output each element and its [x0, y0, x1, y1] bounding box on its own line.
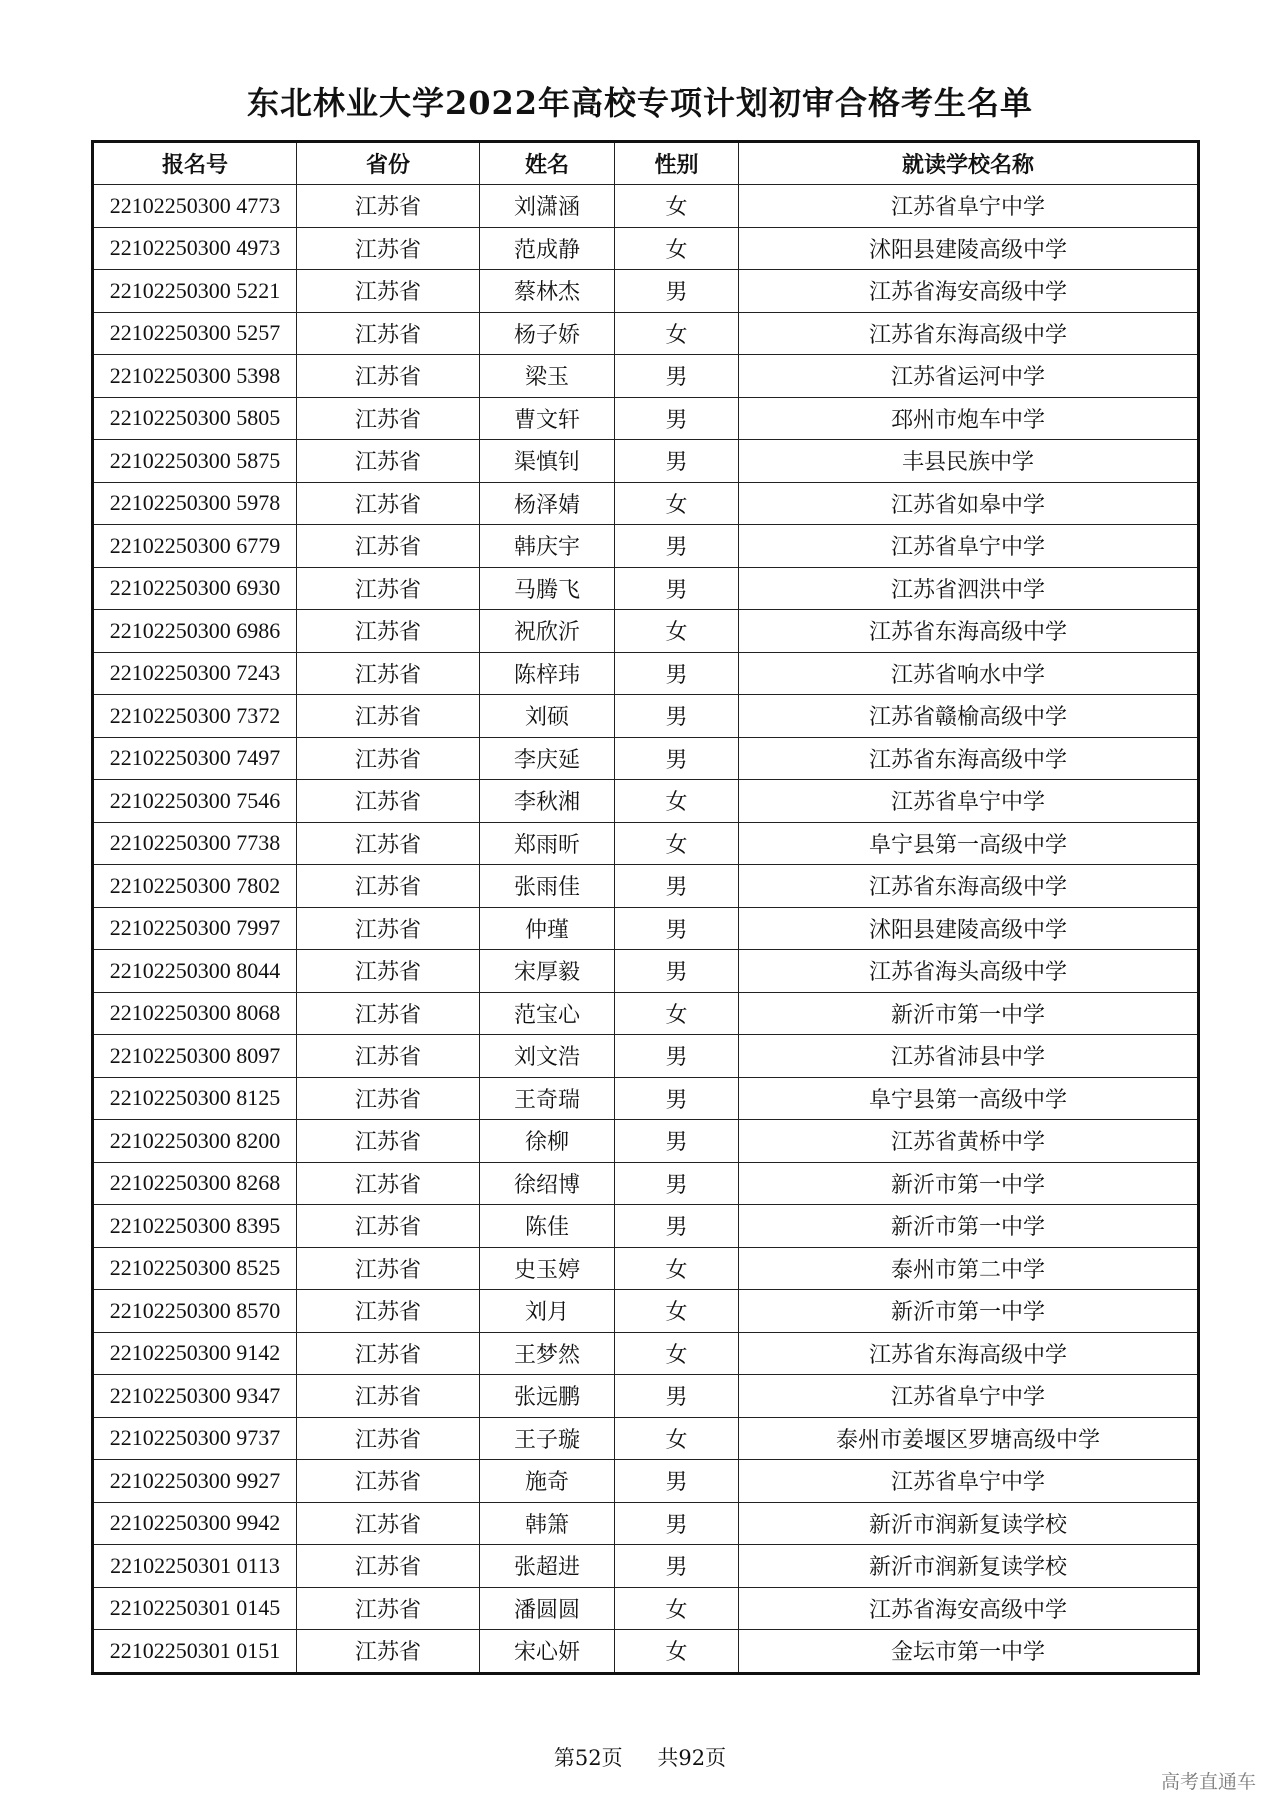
cell-student-name: 张超进 — [480, 1545, 615, 1588]
cell-gender: 男 — [615, 1545, 739, 1588]
cell-registration-number: 22102250300 7802 — [93, 865, 297, 908]
cell-student-name: 潘圆圆 — [480, 1587, 615, 1630]
cell-province: 江苏省 — [297, 1035, 480, 1078]
cell-gender: 女 — [615, 185, 739, 228]
table-row — [93, 185, 1199, 228]
cell-registration-number: 22102250300 5805 — [93, 397, 297, 440]
cell-registration-number: 22102250300 6986 — [93, 610, 297, 653]
table-row — [93, 1375, 1199, 1418]
cell-province: 江苏省 — [297, 1120, 480, 1163]
cell-school-name: 江苏省沛县中学 — [739, 1035, 1199, 1078]
cell-gender: 女 — [615, 1630, 739, 1674]
cell-school-name: 江苏省东海高级中学 — [739, 610, 1199, 653]
cell-school-name: 金坛市第一中学 — [739, 1630, 1199, 1674]
cell-registration-number: 22102250300 7997 — [93, 907, 297, 950]
cell-gender: 女 — [615, 822, 739, 865]
cell-school-name: 新沂市润新复读学校 — [739, 1545, 1199, 1588]
cell-province: 江苏省 — [297, 1460, 480, 1503]
table-row — [93, 822, 1199, 865]
cell-school-name: 阜宁县第一高级中学 — [739, 822, 1199, 865]
cell-registration-number: 22102250301 0113 — [93, 1545, 297, 1588]
cell-registration-number: 22102250300 4773 — [93, 185, 297, 228]
cell-student-name: 张远鹏 — [480, 1375, 615, 1418]
cell-gender: 女 — [615, 1417, 739, 1460]
cell-gender: 男 — [615, 652, 739, 695]
cell-school-name: 江苏省黄桥中学 — [739, 1120, 1199, 1163]
cell-gender: 女 — [615, 1587, 739, 1630]
cell-province: 江苏省 — [297, 312, 480, 355]
cell-registration-number: 22102250300 5978 — [93, 482, 297, 525]
cell-school-name: 江苏省运河中学 — [739, 355, 1199, 398]
cell-province: 江苏省 — [297, 1205, 480, 1248]
cell-registration-number: 22102250300 8044 — [93, 950, 297, 993]
cell-registration-number: 22102250300 5875 — [93, 440, 297, 483]
table-row — [93, 1332, 1199, 1375]
cell-gender: 女 — [615, 482, 739, 525]
table-row — [93, 355, 1199, 398]
cell-school-name: 泰州市第二中学 — [739, 1247, 1199, 1290]
cell-province: 江苏省 — [297, 1290, 480, 1333]
cell-registration-number: 22102250300 4973 — [93, 227, 297, 270]
cell-school-name: 江苏省赣榆高级中学 — [739, 695, 1199, 738]
cell-school-name: 江苏省海安高级中学 — [739, 1587, 1199, 1630]
cell-registration-number: 22102250300 7497 — [93, 737, 297, 780]
cell-gender: 男 — [615, 1460, 739, 1503]
cell-registration-number: 22102250300 7372 — [93, 695, 297, 738]
table-row — [93, 1460, 1199, 1503]
cell-registration-number: 22102250300 8125 — [93, 1077, 297, 1120]
cell-student-name: 刘潇涵 — [480, 185, 615, 228]
table-row — [93, 1545, 1199, 1588]
cell-student-name: 韩庆宇 — [480, 525, 615, 568]
cell-student-name: 郑雨昕 — [480, 822, 615, 865]
table-row — [93, 312, 1199, 355]
cell-school-name: 江苏省海头高级中学 — [739, 950, 1199, 993]
cell-school-name: 丰县民族中学 — [739, 440, 1199, 483]
table-body — [93, 185, 1199, 1674]
cell-gender: 男 — [615, 1205, 739, 1248]
cell-gender: 男 — [615, 525, 739, 568]
cell-gender: 男 — [615, 270, 739, 313]
table-row — [93, 1120, 1199, 1163]
cell-gender: 女 — [615, 1290, 739, 1333]
cell-student-name: 杨子娇 — [480, 312, 615, 355]
cell-province: 江苏省 — [297, 1587, 480, 1630]
cell-registration-number: 22102250301 0145 — [93, 1587, 297, 1630]
cell-registration-number: 22102250300 8525 — [93, 1247, 297, 1290]
cell-school-name: 江苏省东海高级中学 — [739, 1332, 1199, 1375]
cell-gender: 男 — [615, 1077, 739, 1120]
table-row — [93, 1417, 1199, 1460]
table-row — [93, 1502, 1199, 1545]
cell-school-name: 江苏省阜宁中学 — [739, 1375, 1199, 1418]
cell-province: 江苏省 — [297, 355, 480, 398]
table-row — [93, 525, 1199, 568]
cell-gender: 男 — [615, 907, 739, 950]
table-row — [93, 1587, 1199, 1630]
cell-province: 江苏省 — [297, 992, 480, 1035]
cell-student-name: 祝欣沂 — [480, 610, 615, 653]
table-row — [93, 907, 1199, 950]
cell-registration-number: 22102250300 5398 — [93, 355, 297, 398]
cell-province: 江苏省 — [297, 567, 480, 610]
cell-registration-number: 22102250300 6930 — [93, 567, 297, 610]
cell-province: 江苏省 — [297, 525, 480, 568]
cell-province: 江苏省 — [297, 695, 480, 738]
table-row — [93, 1035, 1199, 1078]
cell-gender: 男 — [615, 1035, 739, 1078]
cell-student-name: 仲瑾 — [480, 907, 615, 950]
table-row — [93, 567, 1199, 610]
cell-registration-number: 22102250300 9142 — [93, 1332, 297, 1375]
cell-gender: 女 — [615, 992, 739, 1035]
table-row — [93, 440, 1199, 483]
document-title: 东北林业大学2022年高校专项计划初审合格考生名单 — [246, 84, 1034, 122]
cell-registration-number: 22102250300 8068 — [93, 992, 297, 1035]
cell-school-name: 新沂市第一中学 — [739, 1290, 1199, 1333]
cell-student-name: 范成静 — [480, 227, 615, 270]
cell-province: 江苏省 — [297, 610, 480, 653]
cell-gender: 女 — [615, 1332, 739, 1375]
cell-registration-number: 22102250300 8268 — [93, 1162, 297, 1205]
table-row — [93, 397, 1199, 440]
table-row — [93, 227, 1199, 270]
cell-registration-number: 22102250300 8200 — [93, 1120, 297, 1163]
cell-school-name: 新沂市第一中学 — [739, 1205, 1199, 1248]
header-registration-number: 报名号 — [93, 142, 297, 185]
cell-registration-number: 22102250300 8570 — [93, 1290, 297, 1333]
cell-gender: 男 — [615, 695, 739, 738]
table-row — [93, 737, 1199, 780]
table-row — [93, 992, 1199, 1035]
cell-school-name: 江苏省响水中学 — [739, 652, 1199, 695]
cell-school-name: 江苏省海安高级中学 — [739, 270, 1199, 313]
table-row — [93, 780, 1199, 823]
cell-student-name: 李庆延 — [480, 737, 615, 780]
cell-registration-number: 22102250300 6779 — [93, 525, 297, 568]
cell-gender: 男 — [615, 1375, 739, 1418]
cell-gender: 男 — [615, 1502, 739, 1545]
cell-student-name: 蔡林杰 — [480, 270, 615, 313]
cell-province: 江苏省 — [297, 865, 480, 908]
cell-school-name: 江苏省如皋中学 — [739, 482, 1199, 525]
table-row — [93, 610, 1199, 653]
cell-gender: 男 — [615, 397, 739, 440]
cell-registration-number: 22102250300 9347 — [93, 1375, 297, 1418]
cell-gender: 女 — [615, 610, 739, 653]
cell-student-name: 宋厚毅 — [480, 950, 615, 993]
cell-province: 江苏省 — [297, 1545, 480, 1588]
cell-gender: 女 — [615, 312, 739, 355]
cell-gender: 男 — [615, 950, 739, 993]
cell-student-name: 李秋湘 — [480, 780, 615, 823]
cell-student-name: 施奇 — [480, 1460, 615, 1503]
cell-student-name: 王子璇 — [480, 1417, 615, 1460]
cell-registration-number: 22102250300 5257 — [93, 312, 297, 355]
cell-registration-number: 22102250300 9737 — [93, 1417, 297, 1460]
cell-gender: 男 — [615, 1120, 739, 1163]
cell-registration-number: 22102250300 7243 — [93, 652, 297, 695]
table-row — [93, 865, 1199, 908]
table-row — [93, 1077, 1199, 1120]
cell-school-name: 江苏省阜宁中学 — [739, 525, 1199, 568]
table-row — [93, 270, 1199, 313]
cell-school-name: 江苏省东海高级中学 — [739, 737, 1199, 780]
cell-registration-number: 22102250301 0151 — [93, 1630, 297, 1674]
table-row — [93, 1205, 1199, 1248]
cell-province: 江苏省 — [297, 270, 480, 313]
header-name: 姓名 — [480, 142, 615, 185]
table-row — [93, 695, 1199, 738]
page-footer — [0, 1742, 1280, 1772]
cell-student-name: 马腾飞 — [480, 567, 615, 610]
cell-school-name: 新沂市第一中学 — [739, 992, 1199, 1035]
cell-student-name: 刘文浩 — [480, 1035, 615, 1078]
cell-province: 江苏省 — [297, 185, 480, 228]
cell-school-name: 邳州市炮车中学 — [739, 397, 1199, 440]
cell-province: 江苏省 — [297, 652, 480, 695]
table-row — [93, 1290, 1199, 1333]
cell-student-name: 杨泽婧 — [480, 482, 615, 525]
cell-student-name: 张雨佳 — [480, 865, 615, 908]
cell-gender: 女 — [615, 780, 739, 823]
page-current: 第52页 — [553, 1746, 623, 1770]
cell-school-name: 新沂市润新复读学校 — [739, 1502, 1199, 1545]
cell-registration-number: 22102250300 7738 — [93, 822, 297, 865]
cell-province: 江苏省 — [297, 1502, 480, 1545]
cell-student-name: 刘月 — [480, 1290, 615, 1333]
cell-province: 江苏省 — [297, 1417, 480, 1460]
cell-school-name: 新沂市第一中学 — [739, 1162, 1199, 1205]
cell-province: 江苏省 — [297, 1077, 480, 1120]
cell-student-name: 曹文轩 — [480, 397, 615, 440]
cell-gender: 女 — [615, 227, 739, 270]
page-total: 共92页 — [657, 1746, 727, 1770]
cell-gender: 男 — [615, 440, 739, 483]
table-header-row — [93, 142, 1199, 185]
cell-province: 江苏省 — [297, 780, 480, 823]
cell-province: 江苏省 — [297, 482, 480, 525]
cell-student-name: 徐绍博 — [480, 1162, 615, 1205]
table-row — [93, 1630, 1199, 1674]
cell-student-name: 梁玉 — [480, 355, 615, 398]
cell-gender: 男 — [615, 865, 739, 908]
cell-registration-number: 22102250300 8395 — [93, 1205, 297, 1248]
cell-school-name: 江苏省阜宁中学 — [739, 1460, 1199, 1503]
cell-registration-number: 22102250300 8097 — [93, 1035, 297, 1078]
table-row — [93, 1247, 1199, 1290]
cell-student-name: 王奇瑞 — [480, 1077, 615, 1120]
cell-school-name: 沭阳县建陵高级中学 — [739, 907, 1199, 950]
table-row — [93, 1162, 1199, 1205]
cell-gender: 男 — [615, 567, 739, 610]
cell-school-name: 泰州市姜堰区罗塘高级中学 — [739, 1417, 1199, 1460]
cell-gender: 男 — [615, 1162, 739, 1205]
cell-province: 江苏省 — [297, 1162, 480, 1205]
cell-registration-number: 22102250300 9942 — [93, 1502, 297, 1545]
cell-school-name: 江苏省阜宁中学 — [739, 780, 1199, 823]
cell-province: 江苏省 — [297, 1247, 480, 1290]
cell-student-name: 宋心妍 — [480, 1630, 615, 1674]
cell-student-name: 范宝心 — [480, 992, 615, 1035]
cell-student-name: 韩箫 — [480, 1502, 615, 1545]
cell-school-name: 沭阳县建陵高级中学 — [739, 227, 1199, 270]
table-row — [93, 652, 1199, 695]
cell-school-name: 江苏省阜宁中学 — [739, 185, 1199, 228]
cell-province: 江苏省 — [297, 950, 480, 993]
cell-province: 江苏省 — [297, 737, 480, 780]
cell-student-name: 渠慎钊 — [480, 440, 615, 483]
cell-student-name: 刘硕 — [480, 695, 615, 738]
header-province: 省份 — [297, 142, 480, 185]
cell-school-name: 江苏省泗洪中学 — [739, 567, 1199, 610]
cell-registration-number: 22102250300 7546 — [93, 780, 297, 823]
cell-province: 江苏省 — [297, 440, 480, 483]
cell-registration-number: 22102250300 5221 — [93, 270, 297, 313]
cell-gender: 女 — [615, 1247, 739, 1290]
cell-student-name: 王梦然 — [480, 1332, 615, 1375]
table-row — [93, 950, 1199, 993]
cell-student-name: 陈梓玮 — [480, 652, 615, 695]
cell-student-name: 史玉婷 — [480, 1247, 615, 1290]
cell-province: 江苏省 — [297, 227, 480, 270]
cell-school-name: 阜宁县第一高级中学 — [739, 1077, 1199, 1120]
watermark-text: 高考直通车 — [1160, 1771, 1256, 1793]
cell-province: 江苏省 — [297, 822, 480, 865]
cell-gender: 男 — [615, 355, 739, 398]
cell-province: 江苏省 — [297, 1630, 480, 1674]
header-gender: 性别 — [615, 142, 739, 185]
cell-province: 江苏省 — [297, 1375, 480, 1418]
cell-province: 江苏省 — [297, 907, 480, 950]
cell-registration-number: 22102250300 9927 — [93, 1460, 297, 1503]
cell-school-name: 江苏省东海高级中学 — [739, 865, 1199, 908]
cell-province: 江苏省 — [297, 1332, 480, 1375]
cell-school-name: 江苏省东海高级中学 — [739, 312, 1199, 355]
cell-student-name: 陈佳 — [480, 1205, 615, 1248]
cell-student-name: 徐柳 — [480, 1120, 615, 1163]
table-row — [93, 482, 1199, 525]
cell-province: 江苏省 — [297, 397, 480, 440]
cell-gender: 男 — [615, 737, 739, 780]
header-school: 就读学校名称 — [739, 142, 1199, 185]
candidate-table — [91, 140, 1200, 1675]
